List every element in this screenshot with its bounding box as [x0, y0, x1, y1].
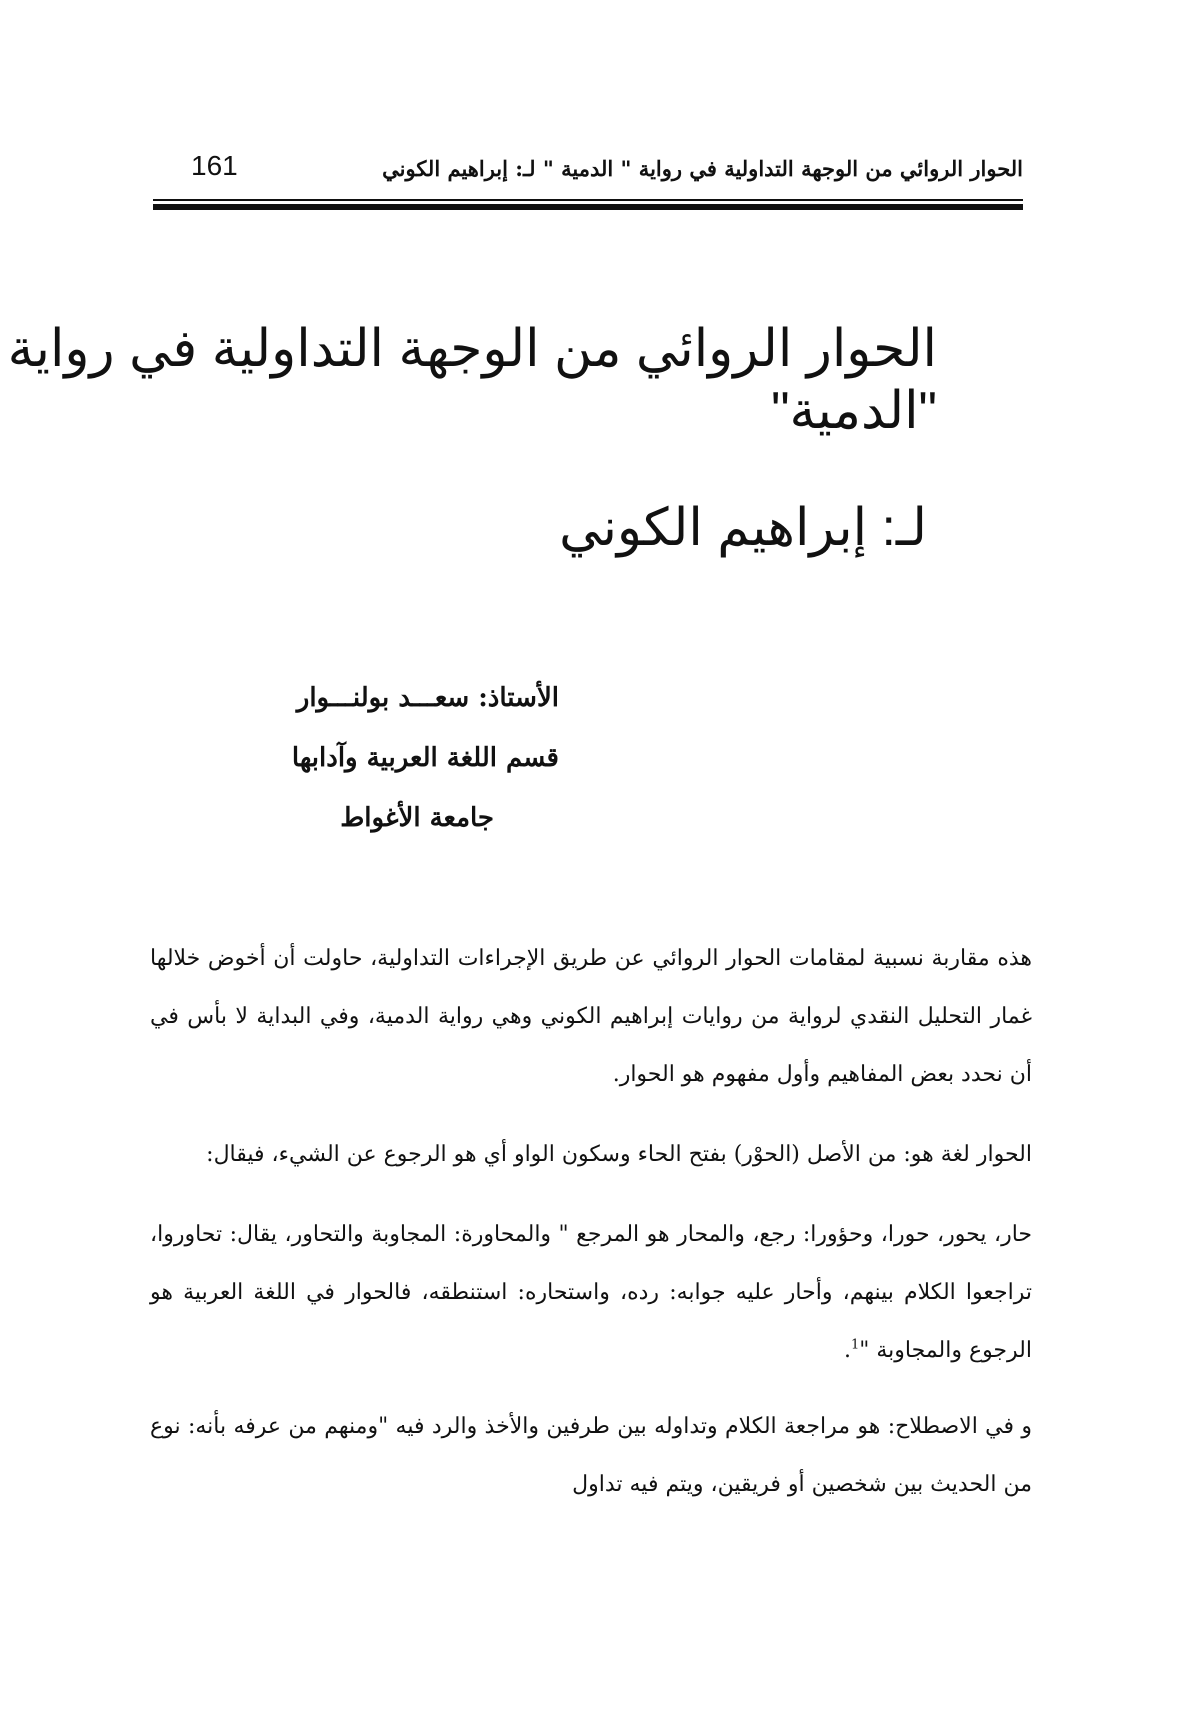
university-name: جامعة الأغواط: [340, 803, 494, 833]
body-text: [150, 930, 1032, 1514]
title-line-1: الحوار الروائي من الوجهة التداولية في رواية: [7, 320, 937, 378]
running-title: الحوار الروائي من الوجهة التداولية في رواية " الدمية " لـ: إبراهيم الكوني: [382, 156, 1023, 181]
article-author: لـ: إبراهيم الكوني: [559, 499, 927, 557]
paragraph-2: الحوار لغة هو: من الأصل (الحوْر) بفتح الحاء وسكون الواو أي هو الرجوع عن الشيء، فيقال:: [206, 1142, 1032, 1167]
paragraph-3-end: .: [843, 1338, 851, 1363]
title-line-2: "الدمية": [771, 382, 937, 440]
article-title: [7, 318, 937, 442]
paragraph-3: [150, 1206, 1032, 1380]
author-affiliation: [292, 668, 559, 848]
header-rule-thick: [153, 204, 1023, 210]
department-name: قسم اللغة العربية وآدابها: [291, 743, 559, 773]
header-rule-thin: [153, 199, 1023, 201]
professor-name: الأستاذ: سعـــد بولنـــوار: [296, 683, 559, 713]
page-number: 161: [191, 150, 238, 181]
running-header: [153, 148, 1023, 194]
paragraph-1: هذه مقاربة نسبية لمقامات الحوار الروائي عن طريق الإجراءات التداولية، حاولت أن أخوض خلالها غمار التحليل النقدي لرواية من روايات إبراهيم الكوني وهي رواية الدمية، وفي البداية لا بأس في أن نحدد بعض المفاهيم وأول مفهوم هو الحوار.: [150, 946, 1033, 1087]
paragraph-3-text: حار، يحور، حورا، وحؤورا: رجع، والمحار هو المرجع " والمحاورة: المجاوبة والتحاور، يقال: تحاوروا، تراجعوا الكلام بينهم، وأحار عليه جوابه: رده، واستحاره: استنطقه، فالحوار في اللغة العربية هو الرجوع والمجاوبة ": [150, 1222, 1032, 1363]
footnote-marker: 1: [850, 1337, 860, 1353]
paragraph-4: و في الاصطلاح: هو مراجعة الكلام وتداوله بين طرفين والأخذ والرد فيه "ومنهم من عرفه بأنه: نوع من الحديث بين شخصين أو فريقين، ويتم فيه تداول: [150, 1414, 1032, 1497]
